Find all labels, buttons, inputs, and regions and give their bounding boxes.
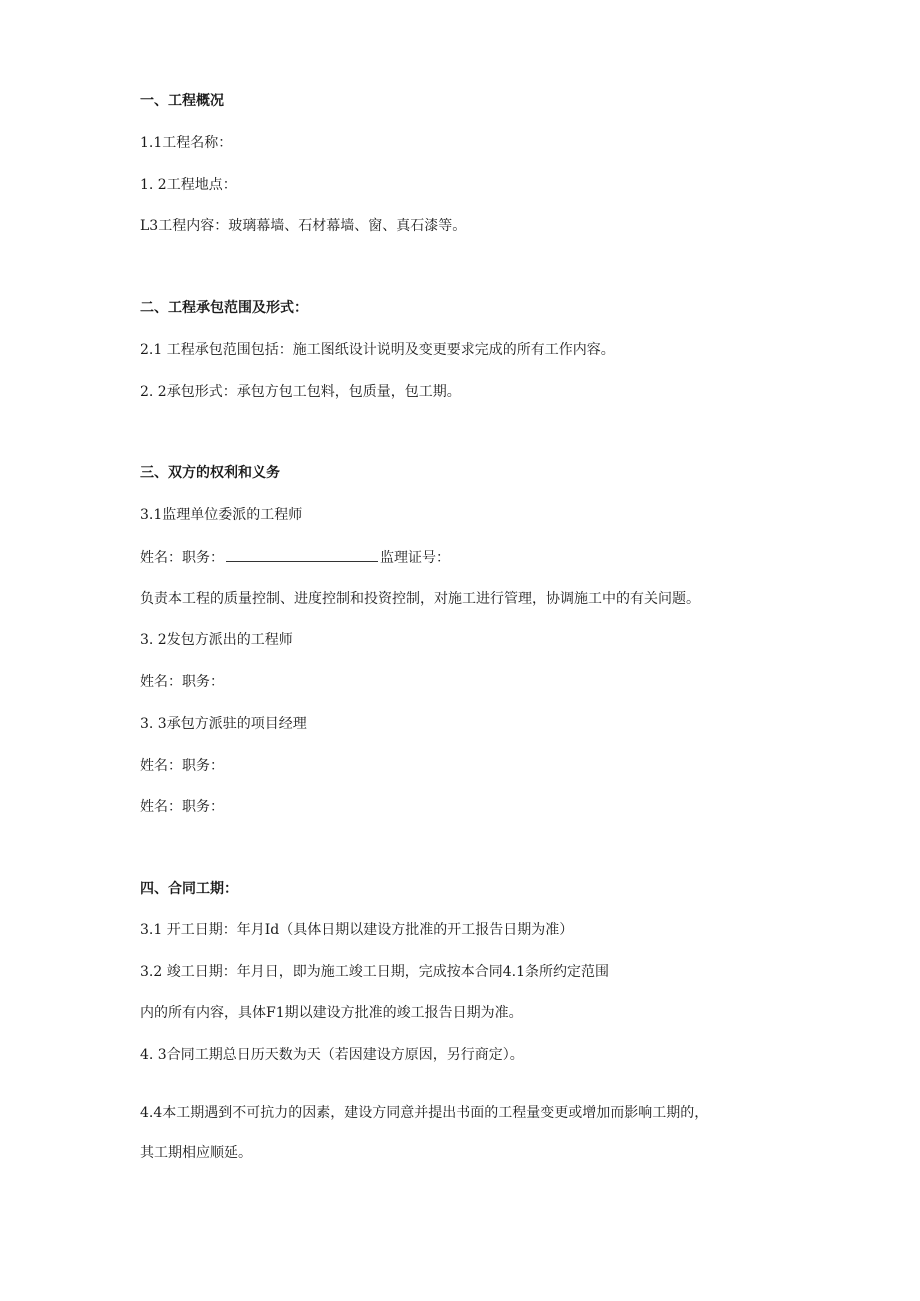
extension-line: 其工期相应顺延。 [140,1145,252,1161]
fill-in-blank [226,547,378,562]
project-manager-info-line-2: 姓名：职务： [140,799,224,815]
contract-form-line: 2. 2承包形式：承包方包工包料，包质量，包工期。 [140,384,461,400]
section-2-heading: 二、工程承包范围及形式： [140,300,308,316]
force-majeure-line: 4.4本工期遇到不可抗力的因素，建设方同意并提出书面的工程量变更或增加而影响工期的， [140,1105,709,1121]
license-number-label: 监理证号： [380,550,450,566]
project-name-line: 1.1工程名称： [140,135,233,151]
client-engineer-info-line: 姓名：职务： [140,674,224,690]
client-engineer-line: 3. 2发包方派出的工程师 [140,632,293,648]
section-3-heading: 三、双方的权利和义务 [140,465,280,481]
supervisor-engineer-line: 3.1监理单位委派的工程师 [140,507,303,523]
total-duration-line: 4. 3合同工期总日历天数为天（若因建设方原因，另行商定）。 [140,1047,524,1063]
project-manager-info-line-1: 姓名：职务： [140,758,224,774]
completion-date-line: 3.2 竣工日期：年月日，即为施工竣工日期，完成按本合同4.1条所约定范围 [140,964,609,980]
project-manager-line: 3. 3承包方派驻的项目经理 [140,716,307,732]
project-content-line: L3工程内容：玻璃幕墙、石材幕墙、窗、真石漆等。 [140,218,467,234]
start-date-line: 3.1 开工日期：年月Id（具体日期以建设方批准的开工报告日期为准） [140,922,574,938]
name-position-label: 姓名：职务： [140,550,224,566]
project-location-line: 1. 2工程地点： [140,177,237,193]
section-1-heading: 一、工程概况 [140,93,224,109]
supervisor-info-line [140,547,450,568]
section-4-heading: 四、合同工期： [140,881,238,897]
scope-line: 2.1 工程承包范围包括：施工图纸设计说明及变更要求完成的所有工作内容。 [140,342,615,358]
completion-date-continued-line: 内的所有内容，具体F1期以建设方批准的竣工报告日期为准。 [140,1005,523,1021]
supervisor-duties-line: 负责本工程的质量控制、进度控制和投资控制，对施工进行管理，协调施工中的有关问题。 [140,591,700,607]
